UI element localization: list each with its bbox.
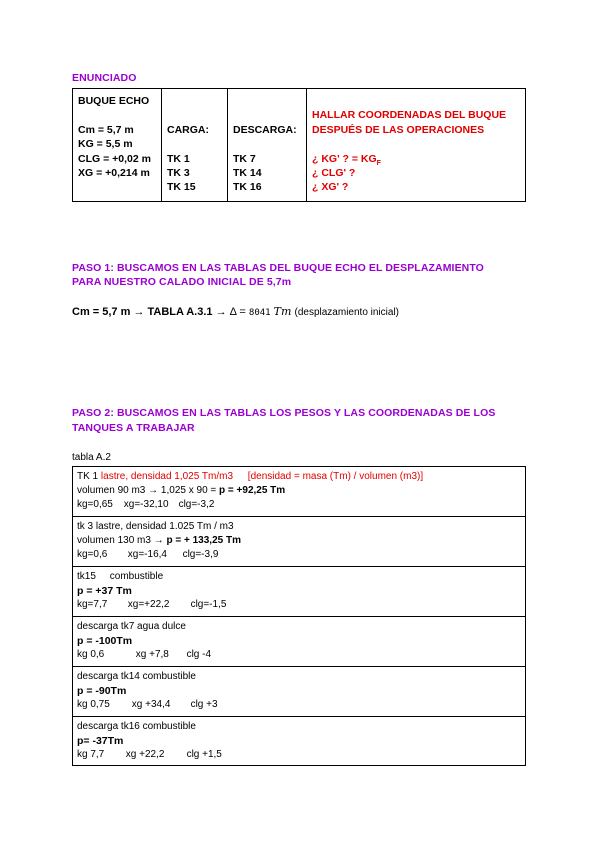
tk3-clg: clg=-3,9 xyxy=(182,549,219,560)
tk15-clg: clg=-1,5 xyxy=(190,599,227,610)
tk3-weight: p = + 133,25 Tm xyxy=(166,535,241,546)
tk16-coords xyxy=(77,749,222,760)
descarga-column xyxy=(228,89,307,201)
enunciado-heading: ENUNCIADO xyxy=(72,72,137,84)
tk1-line-1 xyxy=(77,471,423,482)
buque-cm: Cm = 5,7 m xyxy=(78,124,134,136)
tk14-kg: kg 0,75 xyxy=(77,699,110,710)
carga-column xyxy=(162,89,228,201)
tk15-kg: kg=7,7 xyxy=(77,599,108,610)
paso2-line-2: TANQUES A TRABAJAR xyxy=(72,422,195,434)
tk1-weight: p = +92,25 Tm xyxy=(219,485,286,496)
descarga-item: TK 7 xyxy=(233,153,256,165)
question-kg-text: ¿ KG' ? = KG xyxy=(312,153,377,165)
tk3-coords xyxy=(77,549,218,560)
tk14-xg: xg +34,4 xyxy=(131,699,171,710)
tk7-kg: kg 0,6 xyxy=(77,649,105,660)
tk16-xg: xg +22,2 xyxy=(125,749,165,760)
table-row-tk15 xyxy=(73,567,525,617)
formula-arrow: → Δ = xyxy=(215,306,246,318)
buque-xg: XG = +0,214 m xyxy=(78,167,150,179)
tk15-line-1: tk15 combustible xyxy=(77,571,164,582)
tk14-clg: clg +3 xyxy=(190,699,218,710)
question-clg: ¿ CLG' ? xyxy=(312,167,356,179)
tabla-a2 xyxy=(72,466,526,766)
table-row-tk3 xyxy=(73,517,525,567)
buque-title: BUQUE ECHO xyxy=(78,95,150,107)
formula-bold: Cm = 5,7 m → TABLA A.3.1 xyxy=(72,306,213,318)
tabla-label: tabla A.2 xyxy=(72,452,111,463)
tk14-coords xyxy=(77,699,218,710)
paso1-line-2: PARA NUESTRO CALADO INICIAL DE 5,7m xyxy=(72,276,292,288)
formula-note: (desplazamiento inicial) xyxy=(294,307,399,318)
question-kg xyxy=(312,153,381,167)
buque-column xyxy=(73,89,162,201)
buque-kg: KG = 5,5 m xyxy=(78,138,133,150)
carga-header: CARGA: xyxy=(167,124,209,136)
tk16-line-1: descarga tk16 combustible xyxy=(77,721,196,732)
paso2-line-1: PASO 2: BUSCAMOS EN LAS TABLAS LOS PESOS Y LAS COORDENADAS DE LOS xyxy=(72,407,496,419)
tk3-line-2 xyxy=(77,535,241,546)
tk1-xg: xg=-32,10 xyxy=(123,499,169,510)
enunciado-table xyxy=(72,88,526,202)
question-kg-subscript: F xyxy=(376,160,381,168)
tk14-weight: p = -90Tm xyxy=(77,685,127,697)
tk16-kg: kg 7,7 xyxy=(77,749,105,760)
tk3-volume: volumen 130 m3 → xyxy=(77,535,164,546)
tk1-clg: clg=-3,2 xyxy=(178,499,215,510)
hallar-line-1: HALLAR COORDENADAS DEL BUQUE xyxy=(312,109,507,121)
buque-clg: CLG = +0,02 m xyxy=(78,153,151,165)
tk1-volume: volumen 90 m3 → 1,025 x 90 = xyxy=(77,485,217,496)
tk7-coords xyxy=(77,649,211,660)
question-xg: ¿ XG' ? xyxy=(312,181,349,193)
tk16-clg: clg +1,5 xyxy=(186,749,222,760)
tk1-density-note: [densidad = masa (Tm) / volumen (m3)] xyxy=(247,471,424,482)
carga-item: TK 15 xyxy=(167,181,196,193)
tk7-xg: xg +7,8 xyxy=(135,649,169,660)
hallar-line-2: DESPUÉS DE LAS OPERACIONES xyxy=(312,124,485,136)
tk15-xg: xg=+22,2 xyxy=(127,599,170,610)
tk15-weight: p = +37 Tm xyxy=(77,585,132,597)
tk14-line-1: descarga tk14 combustible xyxy=(77,671,196,682)
table-row-tk7 xyxy=(73,617,525,667)
tk1-kg: kg=0,65 xyxy=(77,499,113,510)
descarga-header: DESCARGA: xyxy=(233,124,297,136)
paso1-line-1: PASO 1: BUSCAMOS EN LAS TABLAS DEL BUQUE ECHO EL DESPLAZAMIENTO xyxy=(72,262,484,274)
formula-value: 8041 xyxy=(248,308,271,318)
carga-item: TK 1 xyxy=(167,153,190,165)
tk7-clg: clg -4 xyxy=(186,649,212,660)
hallar-column xyxy=(307,89,525,201)
tk3-line-1: tk 3 lastre, densidad 1.025 Tm / m3 xyxy=(77,521,234,532)
tk1-line-2 xyxy=(77,485,285,496)
paso1-formula xyxy=(72,305,399,318)
formula-unit: Tm xyxy=(273,305,292,318)
tk15-coords xyxy=(77,599,226,610)
table-row-tk1 xyxy=(73,467,525,517)
table-row-tk14 xyxy=(73,667,525,717)
carga-item: TK 3 xyxy=(167,167,190,179)
tk3-kg: kg=0,6 xyxy=(77,549,108,560)
table-row-tk16 xyxy=(73,717,525,767)
tk7-line-1: descarga tk7 agua dulce xyxy=(77,621,186,632)
tk1-coords xyxy=(77,499,214,510)
descarga-item: TK 14 xyxy=(233,167,262,179)
tk1-name: TK 1 xyxy=(77,471,99,482)
tk1-lastre: lastre, densidad 1,025 Tm/m3 xyxy=(100,471,234,482)
tk3-xg: xg=-16,4 xyxy=(127,549,167,560)
tk7-weight: p = -100Tm xyxy=(77,635,133,647)
descarga-item: TK 16 xyxy=(233,181,262,193)
tk16-weight: p= -37Tm xyxy=(77,735,124,747)
